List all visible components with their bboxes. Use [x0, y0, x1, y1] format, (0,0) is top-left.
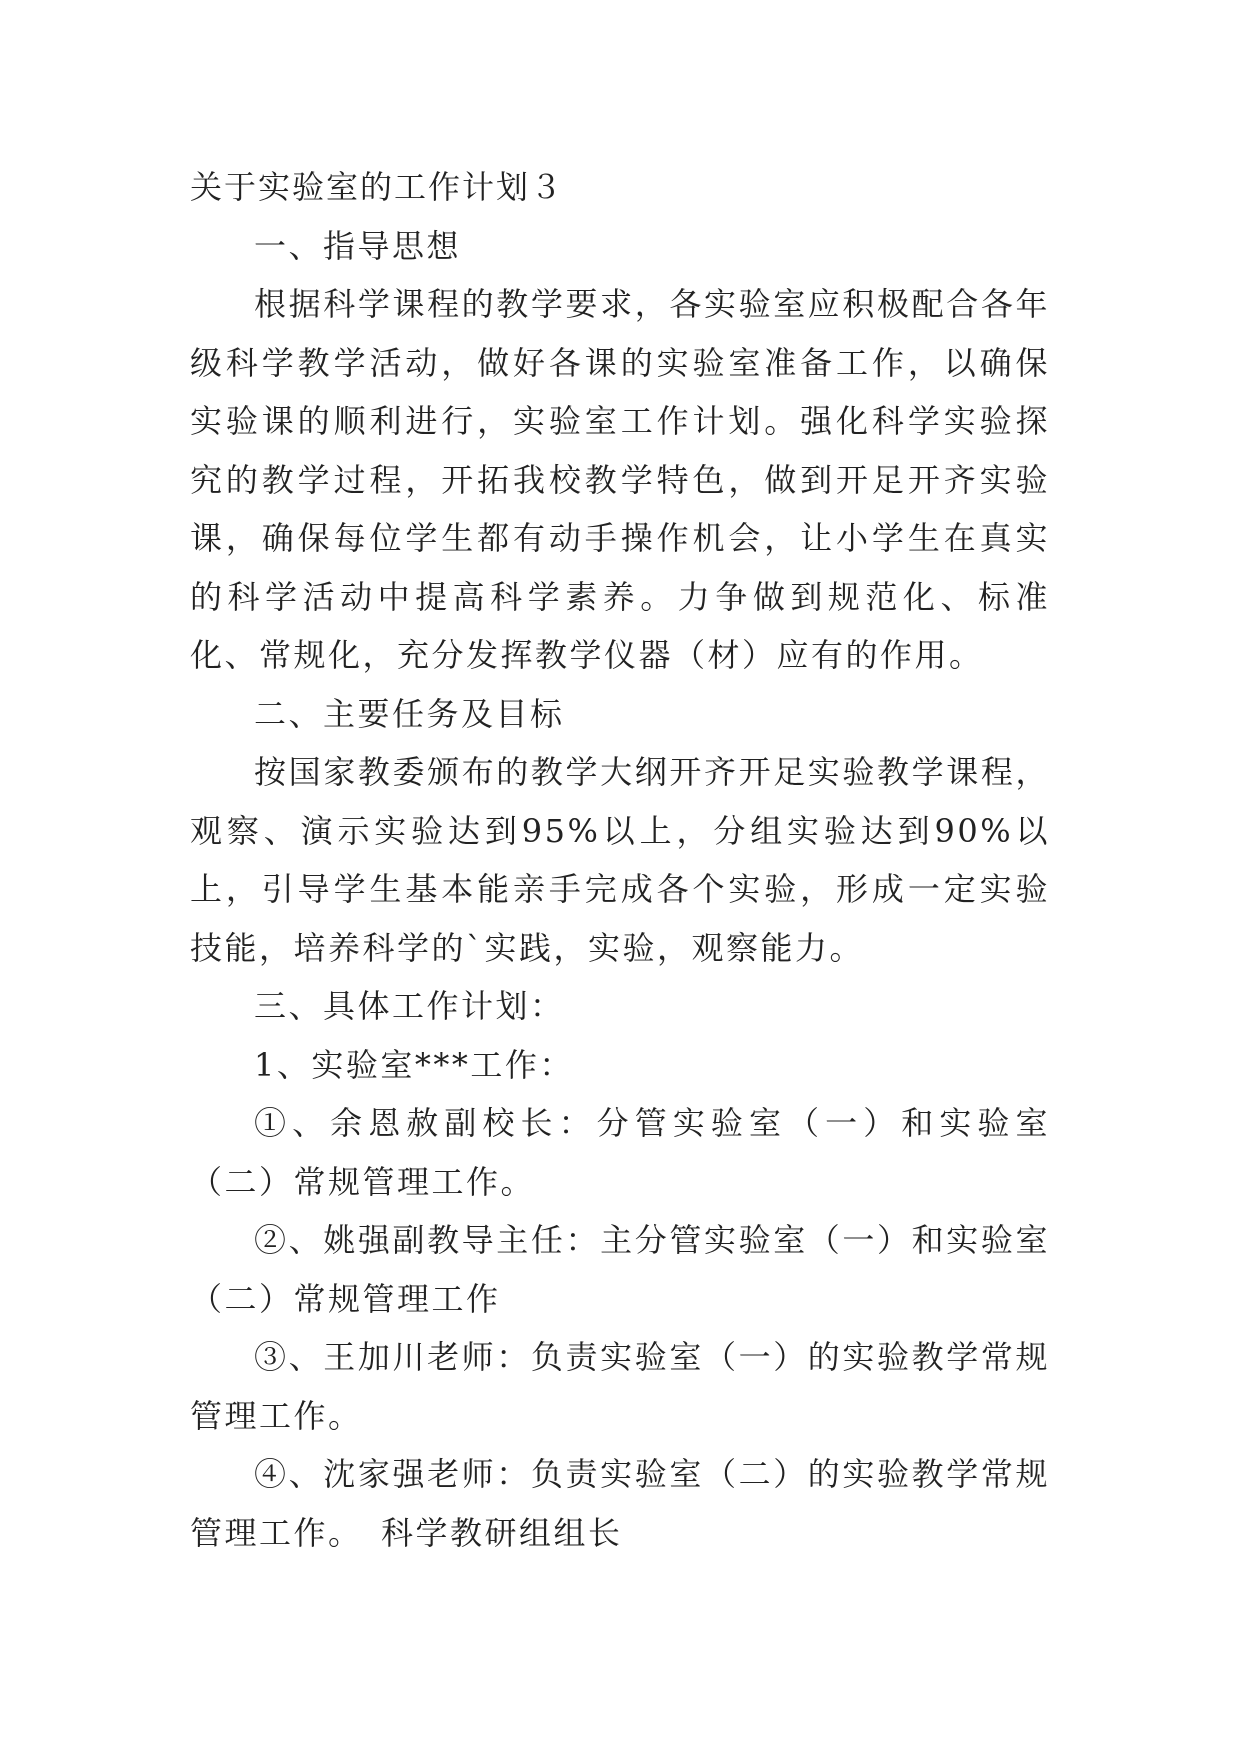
- document-body: [190, 158, 1050, 1562]
- list-item-staff-4: ④、沈家强老师：负责实验室（二）的实验教学常规管理工作。 科学教研组组长: [190, 1455, 1050, 1552]
- section-heading-tasks-goals: 二、主要任务及目标: [254, 694, 565, 733]
- paragraph-guiding-ideology: 根据科学课程的教学要求，各实验室应积极配合各年级科学教学活动，做好各课的实验室准备工作，以确保实验课的顺利进行，实验室工作计划。强化科学实验探究的教学过程，开拓我校教学特色，做到开足开齐实验课，确保每位学生都有动手操作机会，让小学生在真实的科学活动中提高科学素养。力争做到规范化、标准化、常规化，充分发挥教学仪器（材）应有的作用。: [190, 285, 1050, 674]
- list-item-lab-work: 1、实验室***工作：: [254, 1045, 574, 1084]
- section-heading-guiding-ideology: 一、指导思想: [254, 226, 462, 265]
- document-title: 关于实验室的工作计划３: [190, 168, 565, 206]
- paragraph-tasks-goals: 按国家教委颁布的教学大纲开齐开足实验教学课程，观察、演示实验达到95%以上，分组实验达到90%以上，引导学生基本能亲手完成各个实验，形成一定实验技能，培养科学的`实践，实验，观察能力。: [190, 753, 1050, 967]
- list-item-staff-3: ③、王加川老师：负责实验室（一）的实验教学常规管理工作。: [190, 1338, 1050, 1435]
- list-item-staff-2: ②、姚强副教导主任：主分管实验室（一）和实验室（二）常规管理工作: [190, 1221, 1050, 1318]
- list-item-staff-1: ①、余恩赦副校长：分管实验室（一）和实验室（二）常规管理工作。: [190, 1104, 1050, 1201]
- section-heading-work-plan: 三、具体工作计划：: [254, 987, 565, 1025]
